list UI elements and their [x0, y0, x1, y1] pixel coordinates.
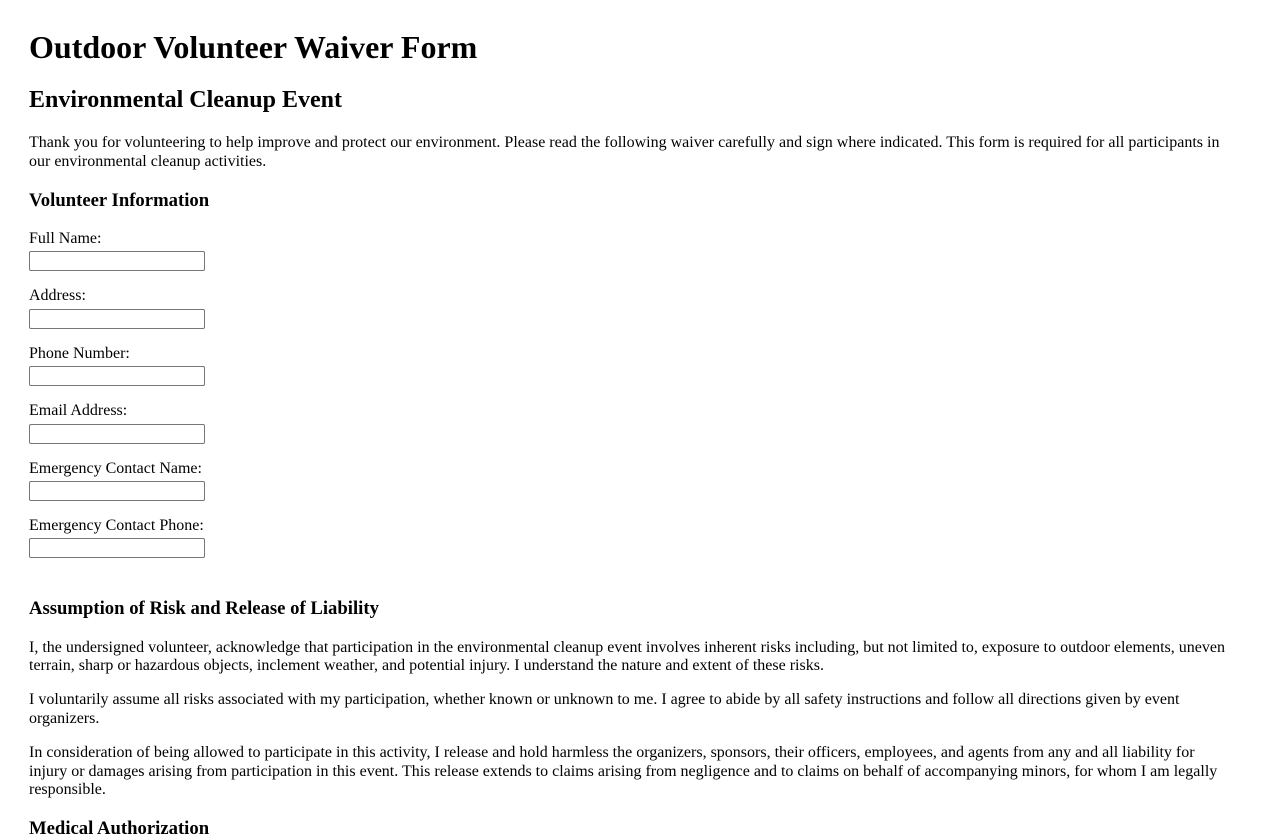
- full-name-label: Full Name:: [29, 230, 102, 248]
- volunteer-info-heading: Volunteer Information: [29, 189, 210, 211]
- phone-number-label: Phone Number:: [29, 344, 130, 362]
- waiver-content: [29, 29, 1234, 840]
- intro-paragraph: Thank you for volunteering to help improve and protect our environment. Please read the following waiver carefully and sign where indicated. This form is required for all participants in our environmental cleanup activities.: [29, 134, 1220, 170]
- assumption-paragraph-1: I, the undersigned volunteer, acknowledge that participation in the environmental cleanup event involves inherent risks including, but not limited to, exposure to outdoor elements, uneven terrain, sharp or hazardous objects, inclement weather, and potential injury. I understand the nature and extent of these risks.: [29, 638, 1225, 674]
- full-name-input[interactable]: [29, 251, 205, 271]
- email-address-input[interactable]: [29, 424, 205, 444]
- assumption-paragraph-3: In consideration of being allowed to participate in this activity, I release and hold harmless the organizers, sponsors, their officers, employees, and agents from any and all liability for injury or damages arising from participation in this event. This release extends to claims arising from negligence and to claims on behalf of accompanying minors, for whom I am legally responsible.: [29, 744, 1218, 798]
- field-phone-number: [29, 345, 1234, 386]
- field-email-address: [29, 402, 1234, 443]
- emergency-contact-name-label: Emergency Contact Name:: [29, 459, 202, 477]
- assumption-of-risk-heading: Assumption of Risk and Release of Liability: [29, 598, 379, 620]
- field-address: [29, 287, 1234, 328]
- medical-authorization-heading: Medical Authorization: [29, 818, 210, 839]
- email-address-label: Email Address:: [29, 402, 128, 420]
- field-full-name: [29, 230, 1234, 271]
- assumption-paragraph-2: I voluntarily assume all risks associated with my participation, whether known or unknown to me. I agree to abide by all safety instructions and follow all directions given by event organizers.: [29, 691, 1180, 727]
- phone-number-input[interactable]: [29, 366, 205, 386]
- field-emergency-contact-name: [29, 460, 1234, 501]
- address-label: Address:: [29, 287, 86, 305]
- emergency-contact-phone-input[interactable]: [29, 538, 205, 558]
- field-emergency-contact-phone: [29, 517, 1234, 558]
- address-input[interactable]: [29, 309, 205, 329]
- emergency-contact-phone-label: Emergency Contact Phone:: [29, 517, 204, 534]
- volunteer-info-form: [29, 230, 1234, 558]
- event-subtitle: Environmental Cleanup Event: [29, 86, 342, 113]
- page-title: Outdoor Volunteer Waiver Form: [29, 29, 478, 65]
- emergency-contact-name-input[interactable]: [29, 481, 205, 501]
